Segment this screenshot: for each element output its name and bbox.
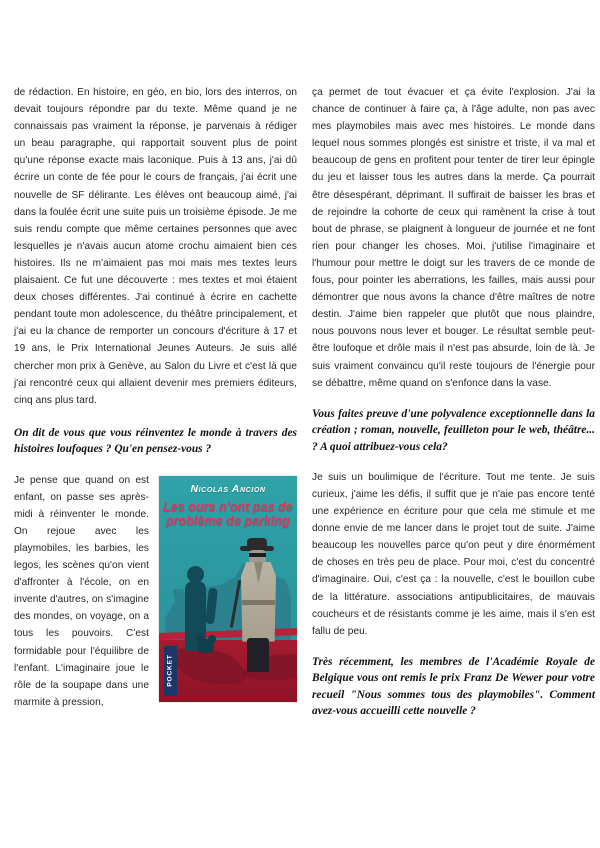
left-paragraph-1: de rédaction. En histoire, en géo, en bio, lors des interros, on devait toujours répondre par du texte. Même quand je ne connaissais pas vraiment la réponse, je parvenais à rédiger un beau paragraphe, qui rapportait souvent plus de point qu'une réponse exacte mais laconique. Puis à 13 ans, j'ai dû écrire un conte de fée pour le cours de français, j'ai écrit une nouvelle de SF délirante. Les élèves ont beaucoup aimé, j'ai dans la foulée écrit une suite puis un troisième épisode. Je me suis rendu compte que même certaines personnes que avec lesquelles je n'avais aucun atome crochu aimaient bien ces histoires. Ils ne m'aimaient pas moi mais mes textes leurs plaisaient. Ce fut une découverte : mes textes et moi étaient deux choses différentes. J'ai continué à écrire en cachette pendant toute mon adolescence, du théâtre principalement, et j'ai eu la chance de remporter un concours d'écriture à 17 et 19 ans, le Prix International Jeunes Auteurs. Je suis allé chercher mon prix à Genève, au Salon du Livre et c'est là que j'ai rencontré ceux qui allaient devenir mes premiers éditeurs, cinq ans plus tard. [14,87,297,406]
right-paragraph-2: Je suis un boulimique de l'écriture. Tout me tente. Je suis curieux, j'aime les défis, il suffit que je n'aie pas encore tenté une expérience en écriture pour que cela me stimule et me donne envie de me lancer dans le projet tout de suite. J'aime beaucoup les nouvelles parce qu'on peut y dire énormément de choses en très peu de place. Pour moi, c'est du concentré d'imaginaire. Oui, c'est ça : la nouvelle, c'est le bouillon cube de la littérature. associations antipublicitaires, de mauvais coucheurs et de résistants comme je les aime, mais il s'en est fallu de peu. [312,471,595,637]
man-legs [247,638,269,672]
book-author-name: Nicolas Ancion [190,482,266,495]
sunglasses-icon [249,553,266,557]
left-question-heading-1: On dit de vous que vous réinventez le monde à travers des histoires loufoques ? Qu'en pensez-vous ? [14,426,297,456]
book-cover-image [159,476,297,702]
publisher-name: POCKET [167,654,174,687]
teddy-body [198,639,214,653]
right-column [312,84,595,733]
right-paragraph-1: ça permet de tout évacuer et ça évite l'explosion. J'ai la chance de continuer à faire ça, à l'âge adulte, non pas avec mes playmobiles mais avec mes histoires. Le monde dans lequel nous sommes plongés est sinistre et triste, il va mal et beaucoup de gens en profitent pour tenter de tirer leur épingle du jeu et laisser tous les autres dans la merde. Ça pourrait être désespérant, déprimant. Il suffirait de baisser les bras et de rejoindre la cohorte de ceux qui ramènent la crise à tout bout de phrase, se plaignent à longueur de journée et ne font rien pour changer les choses. Moi, j'utilise l'imaginaire et l'humour pour mettre le doigt sur les travers de ce monde de fous, pour pointer les aberrations, les failles, mais aussi pour démontrer que nous avons la chance d'être maîtres de notre destin. J'aime bien rappeler que plutôt que nous plaindre, nous pouvons nous lever et bouger. Le résultat semble peut-être loufoque et drôle mais il n'est pas absurde, loin de là. Je suis vraiment convaincu qu'il reste toujours de l'énergie pour se débattre, même quand on s'enfonce dans la vase. [312,87,595,389]
book-title: Les ours n'ont pas de problème de parking [163,499,293,529]
left-column [14,84,297,711]
two-column-layout [14,84,595,830]
teddy-bear-icon [195,635,217,655]
right-question-heading-1: Vous faites preuve d'une polyvalence exceptionnelle dans la création ; roman, nouvelle, feuilleton pour le web, théâtre... ? A quoi attribuez-vous cela? [312,407,595,453]
book-cover-figure [159,476,297,702]
publisher-logo [164,646,177,696]
man-in-trench-coat-icon [239,538,279,672]
coat-belt [242,600,275,605]
right-question-heading-2: Très récemment, les membres de l'Académie Royale de Belgique vous ont remis le prix Franz De Wewer pour votre recueil "Nous sommes tous des playmobiles". Comment avez-vous accueilli cette nouvelle ? [312,655,595,718]
left-paragraph-2: Je pense que quand on est enfant, on passe ses après-midi à réinventer le monde. On rejoue avec les playmobiles, les barbies, les legos, les scènes qu'on vient d'affronter à l'école, on en invente d'autres, on s'imagine des mondes, on voyage, on a tous les pouvoirs. C'est formidable pour l'équilibre de l'enfant. L'imaginaire joue le rôle de la soupape dans une marmite à pression, [14,474,149,708]
